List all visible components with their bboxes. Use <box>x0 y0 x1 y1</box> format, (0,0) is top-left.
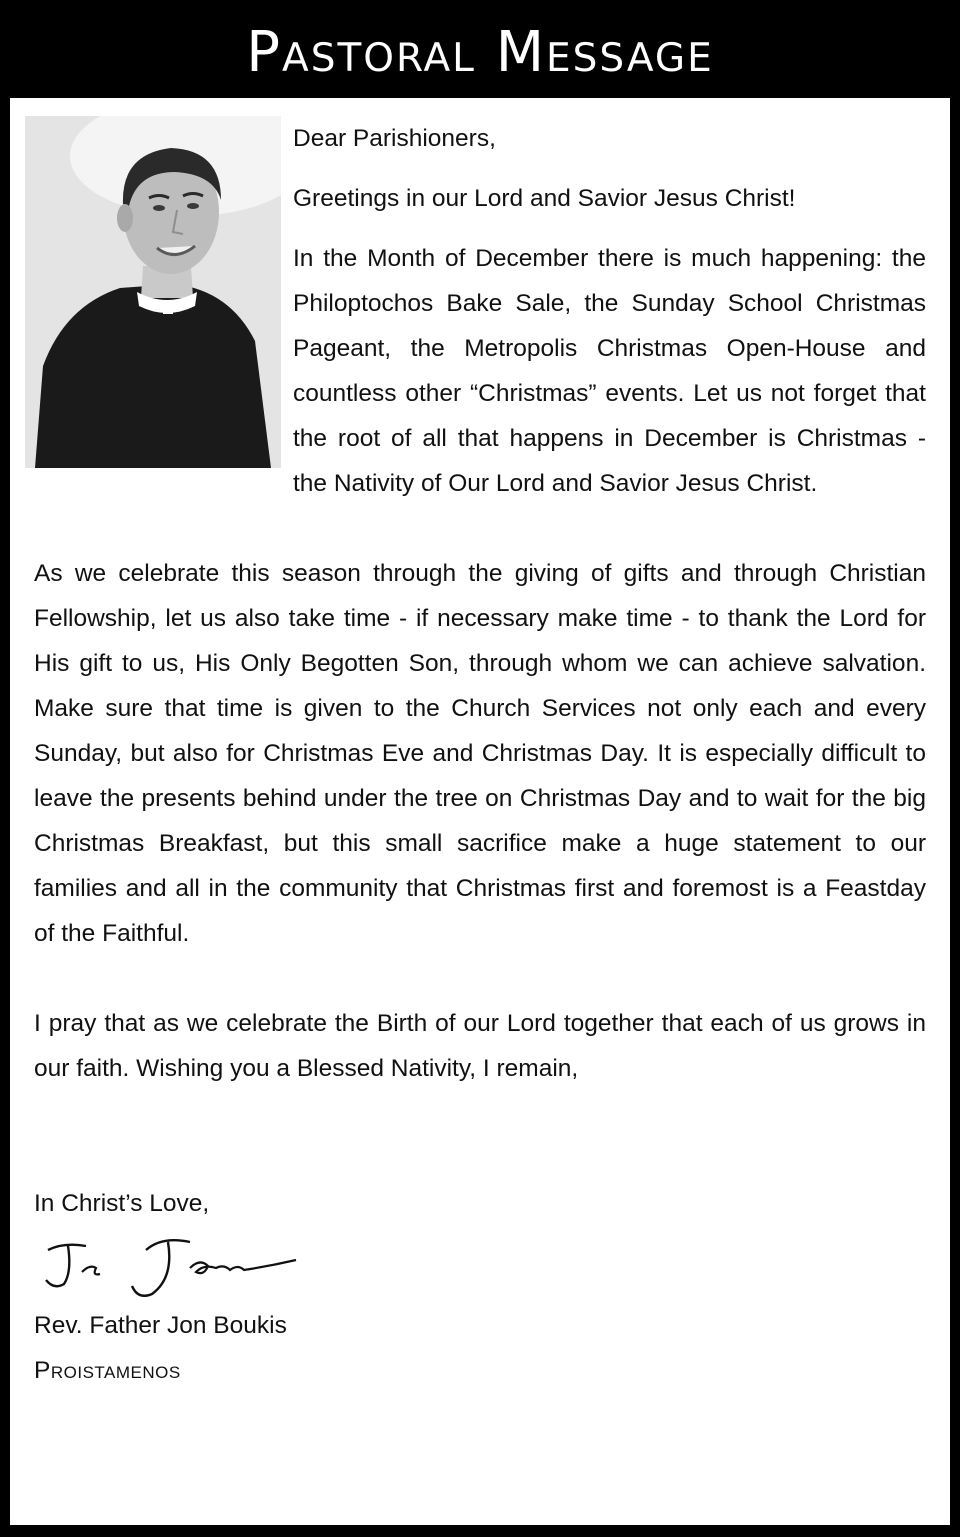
handwritten-signature <box>34 1228 926 1303</box>
signer-title: Proistamenos <box>34 1357 181 1384</box>
spacer <box>34 506 926 551</box>
letter-body <box>34 116 926 1393</box>
paragraph-celebrate: As we celebrate this season through the giving of gifts and through Christian Fellowship, let us also take time - if necessary make time - to thank the Lord for His gift to us, His Only Begotten Son, through whom we can achieve salvation. Make sure that time is given to the Church Services not only each and every Sunday, but also for Christmas Eve and Christmas Day. It is especially difficult to leave the presents behind under the tree on Christmas Day and to wait for the big Christmas Breakfast, but this small sacrifice make a huge statement to our families and all in the community that Christmas first and foremost is a Feastday of the Faithful. <box>34 560 926 947</box>
salutation-text: Dear Parishioners, <box>293 125 496 152</box>
signature-graphic <box>34 1228 304 1303</box>
signer-name: Rev. Father Jon Boukis <box>34 1312 287 1339</box>
letter-panel <box>10 98 950 1525</box>
spacer <box>34 956 926 1001</box>
priest-portrait-photo <box>25 116 281 468</box>
closing-text: In Christ’s Love, <box>34 1190 210 1217</box>
spacer <box>34 1091 926 1181</box>
paragraph-events: In the Month of December there is much happening: the Philoptochos Bake Sale, the Sunday School Christmas Pageant, the Metropolis Christmas Open-House and countless other “Christmas” events. Let us not forget that the root of all that happens in December is Christmas - the Nativity of Our Lord and Savior Jesus Christ. <box>293 245 926 497</box>
portrait-illustration <box>25 116 281 468</box>
title-bar <box>0 0 960 98</box>
page-title: Pastoral Message <box>246 19 714 85</box>
paragraph-prayer: I pray that as we celebrate the Birth of our Lord together that each of us grows in our faith. Wishing you a Blessed Nativity, I remain, <box>34 1010 926 1082</box>
greeting-text: Greetings in our Lord and Savior Jesus Christ! <box>293 185 796 212</box>
